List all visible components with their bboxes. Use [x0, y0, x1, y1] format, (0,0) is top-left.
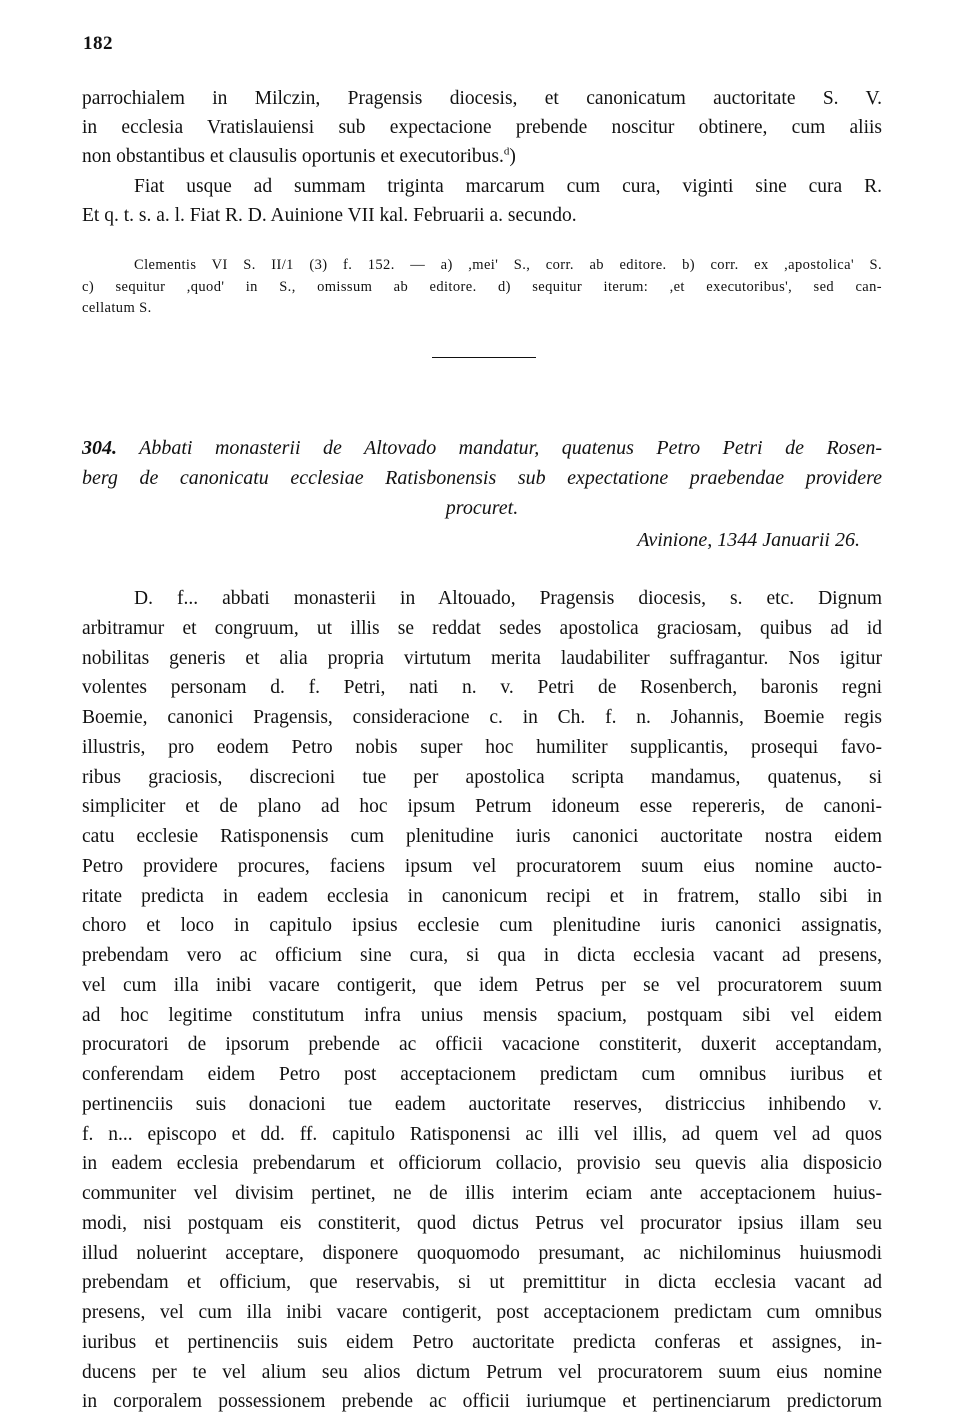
body-line: choro et loco in capitulo ipsius ecclesie cum plenitudine iuris canonici assignatis, — [82, 915, 882, 937]
previous-entry-text — [82, 84, 882, 230]
body-line: modi, nisi postquam eis constiterit, quod dictus Petrus vel procurator ipsius illam seu — [82, 1212, 882, 1234]
body-line: in corporalem possessionem prebende ac officii iuriumque et pertinenciarum predictorum — [82, 1391, 882, 1413]
footnotes — [82, 255, 882, 320]
body-line: D. f... abbati monasterii in Altouado, Pragensis diocesis, s. etc. Dignum — [134, 588, 882, 609]
body-line: iuribus et pertinenciis suis eidem Petro auctoritate predicta conferas et assignes, in- — [82, 1331, 882, 1353]
footnote-line: Clementis VI S. II/1 (3) f. 152. — a) ,mei' S., corr. ab editore. b) corr. ex ,apostolica' S. — [134, 257, 882, 273]
document-body — [82, 584, 882, 1417]
body-line: ad hoc legitime constitutum infra unius mensis spacium, postquam sibi vel eidem — [82, 1004, 882, 1026]
page-number: 182 — [83, 33, 113, 54]
document-regest — [82, 433, 882, 523]
body-line: catu ecclesie Ratisponensis cum plenitudine iuris canonici auctoritate nostra eidem — [82, 826, 882, 847]
body-line: illustris, pro eodem Petro nobis super hoc humiliter supplicantis, prosequi favo- — [82, 736, 882, 758]
body-line: ritate predicta in eadem ecclesia in canonicum recipi et in fratrem, stallo sibi in — [82, 885, 882, 907]
body-line: prebendam et officium, que reservabis, si ut premittitur in dicta ecclesia vacant ad — [82, 1272, 882, 1294]
body-line: nobilitas generis et alia propria virtutum merita laudabiliter suffragantur. Nos igitur — [82, 647, 882, 669]
body-line: communiter vel divisim pertinet, ne de illis interim eciam ante acceptacionem huius- — [82, 1183, 882, 1204]
text-line: in ecclesia Vratislauiensi sub expectacione prebende noscitur obtinere, cum aliis — [82, 117, 882, 139]
body-line: simpliciter et de plano ad hoc ipsum Petrum idoneum esse repereris, de canoni- — [82, 796, 882, 818]
body-line: f. n... episcopo et dd. ff. capitulo Ratisponensi ac illi vel illis, ad quem vel ad quos — [82, 1123, 882, 1145]
body-line: volentes personam d. f. Petri, nati n. v. Petri de Rosenberch, baronis regni — [82, 677, 882, 699]
text-line: Et q. t. s. a. l. Fiat R. D. Auinione VII kal. Februarii a. secundo. — [82, 204, 577, 226]
section-divider — [432, 357, 536, 358]
body-line: ribus graciosis, discrecioni tue per apostolica scripta mandamus, quatenus, si — [82, 766, 882, 788]
body-line: arbitramur et congruum, ut illis se reddat sedes apostolica graciosam, quibus ad id — [82, 617, 882, 639]
dateline: Avinione, 1344 Januarii 26. — [637, 529, 860, 551]
regest-line: berg de canonicatu ecclesiae Ratisbonensis sub expectatione praebendae providere — [82, 467, 882, 489]
text-line: parrochialem in Milczin, Pragensis diocesis, et canonicatum auctoritate S. V. — [82, 88, 882, 109]
body-line: vel cum illa inibi vacare contigerit, que idem Petrus per se vel procuratorem suum — [82, 974, 882, 996]
footnote-marker: d — [503, 145, 510, 158]
regest-line: 304. Abbati monasterii de Altovado mandatur, quatenus Petro Petri de Rosen- — [82, 437, 882, 459]
body-line: pertinenciis suis donacioni tue eadem auctoritate reserves, districcius inhibendo v. — [82, 1093, 882, 1115]
body-line: illud noluerint acceptare, disponere quoquomodo presumant, ac nichilominus huiusmodi — [82, 1242, 882, 1264]
text-line: non obstantibus et clausulis oportunis et executoribus.$^d$) — [82, 145, 516, 168]
body-line: ducens per te vel alium seu alios dictum Petrum vel procuratorem suum eius nomine — [82, 1361, 882, 1383]
body-line: Boemie, canonici Pragensis, consideracione c. in Ch. f. n. Johannis, Boemie regis — [82, 707, 882, 728]
footnote-line: c) sequitur ,quod' in S., omissum ab editore. d) sequitur iterum: ,et executoribus', sed can- — [82, 278, 882, 295]
text-line: Fiat usque ad summam triginta marcarum cum cura, viginti sine cura R. — [134, 175, 882, 197]
body-line: prebendam vero ac officium sine cura, si qua in dicta ecclesia vacant ad presens, — [82, 945, 882, 966]
document-number: 304. — [82, 437, 117, 459]
body-line: in eadem ecclesia prebendarum et officiorum collacio, provisio seu quevis alia disposicio — [82, 1153, 882, 1175]
body-line: presens, vel cum illa inibi vacare contigerit, post acceptacionem predictam cum omnibus — [82, 1302, 882, 1323]
body-line: procuratori de ipsorum prebende ac officii vacacione constiterit, duxerit acceptandam, — [82, 1034, 882, 1056]
footnote-line: cellatum S. — [82, 300, 152, 316]
body-line: conferendam eidem Petro post acceptacionem predictam cum omnibus iuribus et — [82, 1064, 882, 1085]
body-line: Petro providere procures, faciens ipsum vel procuratorem suum eius nomine aucto- — [82, 855, 882, 877]
regest-line: procuret. — [445, 497, 519, 519]
